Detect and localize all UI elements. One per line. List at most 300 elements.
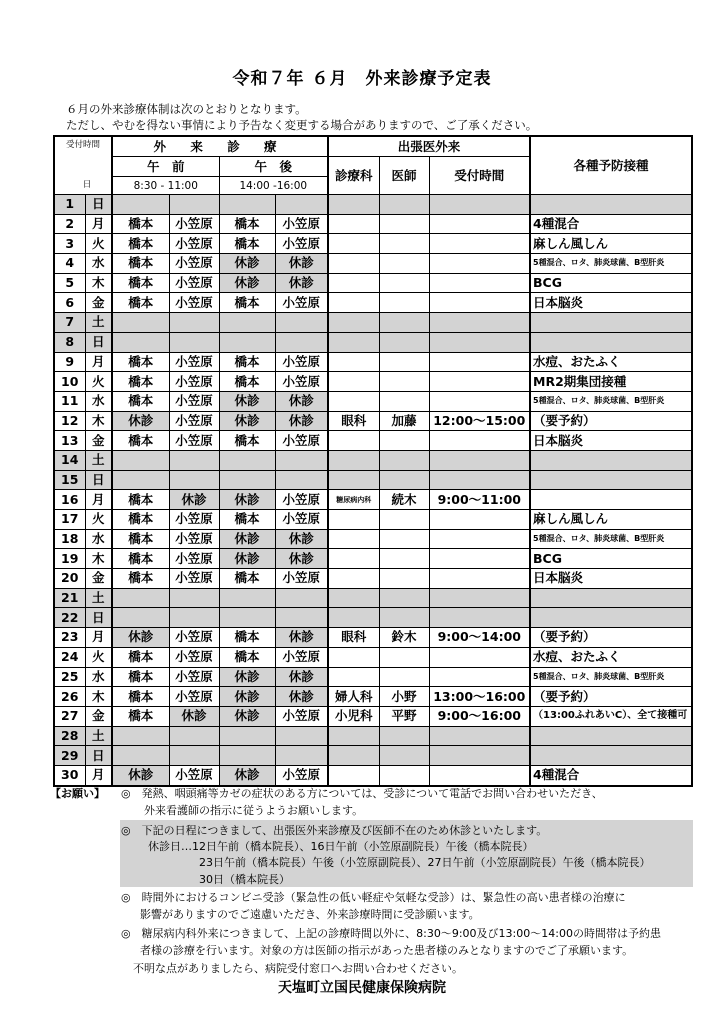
day-number-cell: 1: [54, 195, 85, 215]
visiting-dept-cell: [328, 569, 379, 589]
visiting-time-cell: [429, 529, 530, 549]
afternoon-doctor-2-cell: 休診: [275, 549, 328, 569]
weekday-cell: 月: [85, 765, 112, 785]
visiting-doctor-cell: [379, 647, 429, 667]
weekday-cell: 日: [85, 746, 112, 766]
morning-doctor-1-cell: [112, 332, 169, 352]
morning-doctor-2-cell: 小笠原: [169, 391, 219, 411]
schedule-row: [54, 254, 692, 274]
visiting-time-cell: 9:00～11:00: [429, 490, 530, 510]
visiting-doctor-cell: [379, 195, 429, 215]
visiting-doctor-cell: [379, 608, 429, 628]
day-number-cell: 6: [54, 293, 85, 313]
visiting-time-cell: [429, 588, 530, 608]
weekday-cell: 水: [85, 254, 112, 274]
afternoon-doctor-2-cell: 休診: [275, 687, 328, 707]
day-number-cell: 27: [54, 706, 85, 726]
morning-doctor-2-cell: 小笠原: [169, 293, 219, 313]
visiting-time-cell: [429, 608, 530, 628]
note-3a: ◎ 時間外におけるコンビニ受診（緊急性の低い軽症や気軽な受診）は、緊急性の高い患者様の治療に: [121, 891, 626, 904]
weekday-cell: 月: [85, 352, 112, 372]
day-number-cell: 18: [54, 529, 85, 549]
afternoon-doctor-1-cell: 橋本: [219, 372, 275, 392]
outpatient-header: 外 来 診 療: [112, 136, 328, 157]
note-1b: 外来看護師の指示に従うようお願いします。: [144, 804, 364, 817]
note-5: 不明な点がありましたら、病院受付窓口へお問い合わせください。: [133, 962, 463, 975]
afternoon-header: 午 後: [219, 157, 328, 177]
visiting-time-cell: [429, 332, 530, 352]
morning-doctor-2-cell: [169, 313, 219, 333]
visiting-time-cell: [429, 667, 530, 687]
visiting-doctor-cell: [379, 726, 429, 746]
schedule-row: [54, 746, 692, 766]
morning-doctor-2-cell: 小笠原: [169, 411, 219, 431]
day-number-cell: 2: [54, 214, 85, 234]
morning-doctor-1-cell: [112, 726, 169, 746]
visiting-dept-cell: [328, 293, 379, 313]
morning-doctor-1-cell: 橋本: [112, 687, 169, 707]
visiting-time-cell: [429, 214, 530, 234]
vaccination-header: 各種予防接種: [530, 136, 692, 195]
visiting-doctor-cell: [379, 588, 429, 608]
morning-doctor-1-cell: 橋本: [112, 706, 169, 726]
schedule-row: [54, 726, 692, 746]
weekday-cell: 水: [85, 667, 112, 687]
vaccination-cell: BCG: [530, 273, 692, 293]
afternoon-doctor-2-cell: 休診: [275, 411, 328, 431]
schedule-row: [54, 214, 692, 234]
morning-doctor-2-cell: [169, 470, 219, 490]
day-number-cell: 9: [54, 352, 85, 372]
morning-header: 午 前: [112, 157, 219, 177]
afternoon-doctor-1-cell: 橋本: [219, 293, 275, 313]
afternoon-doctor-2-cell: 小笠原: [275, 352, 328, 372]
schedule-row: [54, 293, 692, 313]
visiting-time-cell: [429, 549, 530, 569]
visiting-doctor-cell: 鈴木: [379, 628, 429, 648]
schedule-row: [54, 529, 692, 549]
weekday-cell: 金: [85, 431, 112, 451]
vaccination-cell: [530, 726, 692, 746]
visiting-doctor-cell: [379, 214, 429, 234]
afternoon-doctor-2-cell: 休診: [275, 628, 328, 648]
day-number-cell: 21: [54, 588, 85, 608]
visiting-dept-cell: [328, 372, 379, 392]
schedule-row: [54, 234, 692, 254]
day-number-cell: 13: [54, 431, 85, 451]
afternoon-doctor-1-cell: [219, 450, 275, 470]
visiting-time-cell: [429, 450, 530, 470]
visiting-doctor-cell: [379, 765, 429, 785]
afternoon-doctor-2-cell: [275, 746, 328, 766]
weekday-cell: 水: [85, 529, 112, 549]
morning-doctor-2-cell: [169, 746, 219, 766]
day-number-cell: 7: [54, 313, 85, 333]
afternoon-doctor-1-cell: 橋本: [219, 431, 275, 451]
afternoon-doctor-1-cell: 休診: [219, 687, 275, 707]
intro-line-1: ６月の外来診療体制は次のとおりとなります。: [66, 102, 307, 116]
morning-doctor-1-cell: 橋本: [112, 391, 169, 411]
vaccination-cell: 5種混合、ロタ、肺炎球菌、B型肝炎: [530, 391, 692, 411]
visiting-dept-cell: [328, 726, 379, 746]
schedule-row: [54, 411, 692, 431]
visiting-doctor-cell: [379, 313, 429, 333]
afternoon-doctor-1-cell: 休診: [219, 490, 275, 510]
visiting-dept-cell: [328, 588, 379, 608]
visiting-time-cell: 12:00～15:00: [429, 411, 530, 431]
day-number-cell: 28: [54, 726, 85, 746]
visiting-dept-cell: [328, 450, 379, 470]
morning-doctor-1-cell: 橋本: [112, 510, 169, 530]
vaccination-cell: 水痘、おたふく: [530, 352, 692, 372]
visiting-dept-cell: [328, 391, 379, 411]
vaccination-cell: 水痘、おたふく: [530, 647, 692, 667]
afternoon-doctor-1-cell: [219, 313, 275, 333]
day-number-cell: 26: [54, 687, 85, 707]
morning-doctor-1-cell: 橋本: [112, 667, 169, 687]
morning-hours: 8:30 - 11:00: [112, 177, 219, 195]
morning-doctor-2-cell: 小笠原: [169, 352, 219, 372]
note-1a: ◎ 発熱、咽頭痛等カゼの症状のある方については、受診について電話でお問い合わせいただき、: [121, 787, 603, 800]
vaccination-cell: [530, 313, 692, 333]
weekday-cell: 火: [85, 510, 112, 530]
visiting-dept-cell: [328, 647, 379, 667]
visiting-time-cell: [429, 372, 530, 392]
visiting-doctor-cell: [379, 352, 429, 372]
day-corner-label: 日: [54, 177, 112, 195]
morning-doctor-1-cell: [112, 195, 169, 215]
visiting-time-cell: [429, 470, 530, 490]
afternoon-doctor-1-cell: 休診: [219, 273, 275, 293]
afternoon-doctor-1-cell: [219, 195, 275, 215]
afternoon-doctor-2-cell: 小笠原: [275, 706, 328, 726]
afternoon-doctor-2-cell: 休診: [275, 391, 328, 411]
vaccination-cell: （要予約）: [530, 687, 692, 707]
weekday-cell: 木: [85, 411, 112, 431]
afternoon-doctor-2-cell: 小笠原: [275, 569, 328, 589]
vaccination-cell: [530, 490, 692, 510]
visiting-time-cell: [429, 273, 530, 293]
doctor-header: 医師: [379, 157, 429, 195]
day-number-cell: 10: [54, 372, 85, 392]
morning-doctor-2-cell: [169, 195, 219, 215]
afternoon-doctor-2-cell: 小笠原: [275, 214, 328, 234]
morning-doctor-2-cell: 休診: [169, 706, 219, 726]
afternoon-doctor-1-cell: [219, 588, 275, 608]
afternoon-doctor-2-cell: 小笠原: [275, 431, 328, 451]
afternoon-doctor-2-cell: 休診: [275, 529, 328, 549]
reception-time-corner-label: 受付時間: [54, 136, 112, 157]
morning-doctor-1-cell: 橋本: [112, 234, 169, 254]
weekday-cell: 木: [85, 549, 112, 569]
visiting-time-cell: [429, 510, 530, 530]
schedule-table: [53, 135, 693, 787]
morning-doctor-2-cell: 小笠原: [169, 569, 219, 589]
visiting-dept-cell: [328, 313, 379, 333]
visiting-time-cell: 9:00～16:00: [429, 706, 530, 726]
morning-doctor-1-cell: 橋本: [112, 647, 169, 667]
morning-doctor-2-cell: 小笠原: [169, 549, 219, 569]
visiting-dept-cell: 婦人科: [328, 687, 379, 707]
visiting-time-cell: [429, 352, 530, 372]
morning-doctor-1-cell: 橋本: [112, 214, 169, 234]
afternoon-doctor-1-cell: [219, 746, 275, 766]
visiting-time-cell: 9:00～14:00: [429, 628, 530, 648]
vaccination-cell: 5種混合、ロタ、肺炎球菌、B型肝炎: [530, 254, 692, 274]
afternoon-doctor-2-cell: 小笠原: [275, 372, 328, 392]
visiting-doctor-cell: 続木: [379, 490, 429, 510]
afternoon-doctor-2-cell: [275, 726, 328, 746]
visiting-time-cell: [429, 647, 530, 667]
morning-doctor-2-cell: [169, 588, 219, 608]
day-number-cell: 3: [54, 234, 85, 254]
page-title: 令和７年 ６月 外来診療予定表: [232, 69, 492, 89]
vaccination-cell: 麻しん風しん: [530, 234, 692, 254]
visiting-doctor-cell: [379, 234, 429, 254]
morning-doctor-2-cell: 小笠原: [169, 628, 219, 648]
morning-doctor-2-cell: 小笠原: [169, 273, 219, 293]
day-number-cell: 15: [54, 470, 85, 490]
visiting-doctor-cell: 加藤: [379, 411, 429, 431]
weekday-cell: 木: [85, 273, 112, 293]
note-2b: 休診日…12日午前（橋本院長）、16日午前（小笠原副院長）午後（橋本院長）: [148, 840, 534, 853]
morning-doctor-1-cell: 橋本: [112, 293, 169, 313]
morning-doctor-2-cell: 休診: [169, 490, 219, 510]
visiting-time-cell: [429, 746, 530, 766]
visiting-dept-cell: [328, 529, 379, 549]
note-4a: ◎ 糖尿病内科外来につきまして、上記の診療時間以外に、8:30～9:00及び13:00～14:00の時間帯は予約患: [121, 927, 661, 940]
morning-doctor-2-cell: 小笠原: [169, 667, 219, 687]
afternoon-doctor-1-cell: [219, 332, 275, 352]
notes-label: 【お願い】: [50, 787, 105, 800]
morning-doctor-1-cell: [112, 588, 169, 608]
day-number-cell: 5: [54, 273, 85, 293]
visiting-doctor-cell: [379, 332, 429, 352]
afternoon-doctor-2-cell: [275, 608, 328, 628]
vaccination-cell: [530, 746, 692, 766]
schedule-row: [54, 450, 692, 470]
morning-doctor-1-cell: 橋本: [112, 273, 169, 293]
visiting-doctor-cell: [379, 510, 429, 530]
weekday-cell: 土: [85, 450, 112, 470]
vaccination-cell: 4種混合: [530, 214, 692, 234]
visiting-doctor-cell: 小野: [379, 687, 429, 707]
morning-doctor-2-cell: 小笠原: [169, 234, 219, 254]
morning-doctor-2-cell: 小笠原: [169, 765, 219, 785]
schedule-row: [54, 608, 692, 628]
day-number-cell: 23: [54, 628, 85, 648]
day-number-cell: 12: [54, 411, 85, 431]
day-number-cell: 29: [54, 746, 85, 766]
morning-doctor-2-cell: [169, 726, 219, 746]
morning-doctor-1-cell: 橋本: [112, 529, 169, 549]
afternoon-doctor-2-cell: 小笠原: [275, 765, 328, 785]
visiting-time-cell: [429, 569, 530, 589]
schedule-row: [54, 352, 692, 372]
afternoon-doctor-1-cell: [219, 470, 275, 490]
schedule-row: [54, 706, 692, 726]
day-number-cell: 8: [54, 332, 85, 352]
morning-doctor-1-cell: [112, 746, 169, 766]
day-number-cell: 30: [54, 765, 85, 785]
weekday-cell: 土: [85, 588, 112, 608]
schedule-row: [54, 549, 692, 569]
visiting-doctor-cell: [379, 667, 429, 687]
schedule-row: [54, 687, 692, 707]
visiting-time-cell: [429, 765, 530, 785]
schedule-row: [54, 490, 692, 510]
afternoon-doctor-2-cell: 休診: [275, 667, 328, 687]
afternoon-doctor-1-cell: 橋本: [219, 628, 275, 648]
morning-doctor-1-cell: 橋本: [112, 431, 169, 451]
afternoon-doctor-2-cell: 小笠原: [275, 490, 328, 510]
weekday-cell: 金: [85, 293, 112, 313]
visiting-dept-cell: [328, 431, 379, 451]
visiting-dept-cell: [328, 667, 379, 687]
afternoon-doctor-2-cell: 休診: [275, 273, 328, 293]
morning-doctor-2-cell: [169, 332, 219, 352]
visiting-doctor-cell: [379, 293, 429, 313]
visiting-time-cell: [429, 313, 530, 333]
schedule-row: [54, 391, 692, 411]
vaccination-cell: （13:00ふれあいC）、全て接種可: [530, 706, 692, 726]
morning-doctor-2-cell: 小笠原: [169, 647, 219, 667]
afternoon-hours: 14:00 -16:00: [219, 177, 328, 195]
morning-doctor-1-cell: 橋本: [112, 549, 169, 569]
weekday-cell: 日: [85, 470, 112, 490]
visiting-dept-cell: [328, 470, 379, 490]
weekday-cell: 月: [85, 214, 112, 234]
note-2c: 23日午前（橋本院長）午後（小笠原副院長）、27日午前（小笠原副院長）午後（橋本院長）: [199, 856, 651, 869]
vaccination-cell: BCG: [530, 549, 692, 569]
afternoon-doctor-2-cell: [275, 195, 328, 215]
weekday-cell: 月: [85, 490, 112, 510]
afternoon-doctor-1-cell: 休診: [219, 391, 275, 411]
morning-doctor-1-cell: 休診: [112, 765, 169, 785]
morning-doctor-1-cell: 橋本: [112, 372, 169, 392]
morning-doctor-2-cell: 小笠原: [169, 214, 219, 234]
morning-doctor-2-cell: 小笠原: [169, 254, 219, 274]
morning-doctor-1-cell: 休診: [112, 411, 169, 431]
note-4b: 者様の診療を行います。対象の方は医師の指示があった患者様のみとなりますのでご了承願います。: [140, 944, 634, 957]
afternoon-doctor-2-cell: [275, 470, 328, 490]
afternoon-doctor-2-cell: 小笠原: [275, 234, 328, 254]
weekday-cell: 火: [85, 647, 112, 667]
morning-doctor-1-cell: [112, 313, 169, 333]
hospital-name: 天塩町立国民健康保険病院: [278, 980, 446, 996]
visiting-dept-cell: [328, 746, 379, 766]
morning-doctor-2-cell: 小笠原: [169, 431, 219, 451]
morning-doctor-1-cell: 橋本: [112, 490, 169, 510]
weekday-cell: 火: [85, 372, 112, 392]
schedule-row: [54, 569, 692, 589]
morning-doctor-2-cell: [169, 450, 219, 470]
schedule-row: [54, 588, 692, 608]
visiting-dept-cell: [328, 608, 379, 628]
vaccination-cell: （要予約）: [530, 411, 692, 431]
day-number-cell: 22: [54, 608, 85, 628]
schedule-row: [54, 195, 692, 215]
note-2d: 30日（橋本院長）: [199, 873, 290, 886]
morning-doctor-1-cell: 橋本: [112, 352, 169, 372]
schedule-row: [54, 431, 692, 451]
visiting-doctor-cell: [379, 529, 429, 549]
schedule-row: [54, 332, 692, 352]
vaccination-cell: [530, 332, 692, 352]
day-number-cell: 4: [54, 254, 85, 274]
morning-doctor-1-cell: 橋本: [112, 254, 169, 274]
schedule-row: [54, 470, 692, 490]
day-number-cell: 19: [54, 549, 85, 569]
morning-doctor-2-cell: 小笠原: [169, 687, 219, 707]
weekday-cell: 水: [85, 391, 112, 411]
afternoon-doctor-1-cell: 橋本: [219, 234, 275, 254]
vaccination-cell: 5種混合、ロタ、肺炎球菌、B型肝炎: [530, 529, 692, 549]
afternoon-doctor-2-cell: 小笠原: [275, 510, 328, 530]
schedule-row: [54, 628, 692, 648]
visiting-time-cell: [429, 254, 530, 274]
afternoon-doctor-1-cell: 橋本: [219, 647, 275, 667]
schedule-row: [54, 372, 692, 392]
afternoon-doctor-1-cell: 休診: [219, 667, 275, 687]
weekday-cell: 日: [85, 608, 112, 628]
vaccination-cell: 麻しん風しん: [530, 510, 692, 530]
dept-header: 診療科: [328, 157, 379, 195]
day-number-cell: 14: [54, 450, 85, 470]
visiting-time-cell: [429, 293, 530, 313]
visiting-dept-cell: 眼科: [328, 411, 379, 431]
afternoon-doctor-1-cell: 橋本: [219, 214, 275, 234]
visiting-dept-cell: [328, 254, 379, 274]
visiting-time-cell: [429, 234, 530, 254]
visiting-doctor-header: 出張医外来: [328, 136, 530, 157]
day-number-cell: 17: [54, 510, 85, 530]
afternoon-doctor-1-cell: 休診: [219, 549, 275, 569]
visiting-dept-cell: [328, 332, 379, 352]
visiting-doctor-cell: [379, 273, 429, 293]
note-2a: ◎ 下記の日程につきまして、出張医外来診療及び医師不在のため休診といたします。: [121, 824, 548, 837]
morning-doctor-2-cell: [169, 608, 219, 628]
visiting-doctor-cell: [379, 569, 429, 589]
visiting-dept-cell: 眼科: [328, 628, 379, 648]
weekday-cell: 土: [85, 313, 112, 333]
morning-doctor-1-cell: [112, 470, 169, 490]
morning-doctor-1-cell: 橋本: [112, 569, 169, 589]
afternoon-doctor-2-cell: 小笠原: [275, 293, 328, 313]
visiting-doctor-cell: 平野: [379, 706, 429, 726]
weekday-cell: 月: [85, 628, 112, 648]
vaccination-cell: [530, 195, 692, 215]
schedule-row: [54, 765, 692, 785]
visiting-time-cell: [429, 195, 530, 215]
weekday-cell: 日: [85, 332, 112, 352]
afternoon-doctor-1-cell: 橋本: [219, 352, 275, 372]
visiting-doctor-cell: [379, 254, 429, 274]
schedule-row: [54, 510, 692, 530]
morning-doctor-2-cell: 小笠原: [169, 510, 219, 530]
vaccination-cell: 日本脳炎: [530, 293, 692, 313]
visiting-doctor-cell: [379, 450, 429, 470]
vaccination-cell: （要予約）: [530, 628, 692, 648]
afternoon-doctor-2-cell: [275, 588, 328, 608]
visiting-doctor-cell: [379, 391, 429, 411]
morning-doctor-2-cell: 小笠原: [169, 529, 219, 549]
afternoon-doctor-1-cell: 休診: [219, 254, 275, 274]
day-number-cell: 16: [54, 490, 85, 510]
vaccination-cell: 4種混合: [530, 765, 692, 785]
afternoon-doctor-1-cell: 橋本: [219, 510, 275, 530]
visiting-doctor-cell: [379, 470, 429, 490]
